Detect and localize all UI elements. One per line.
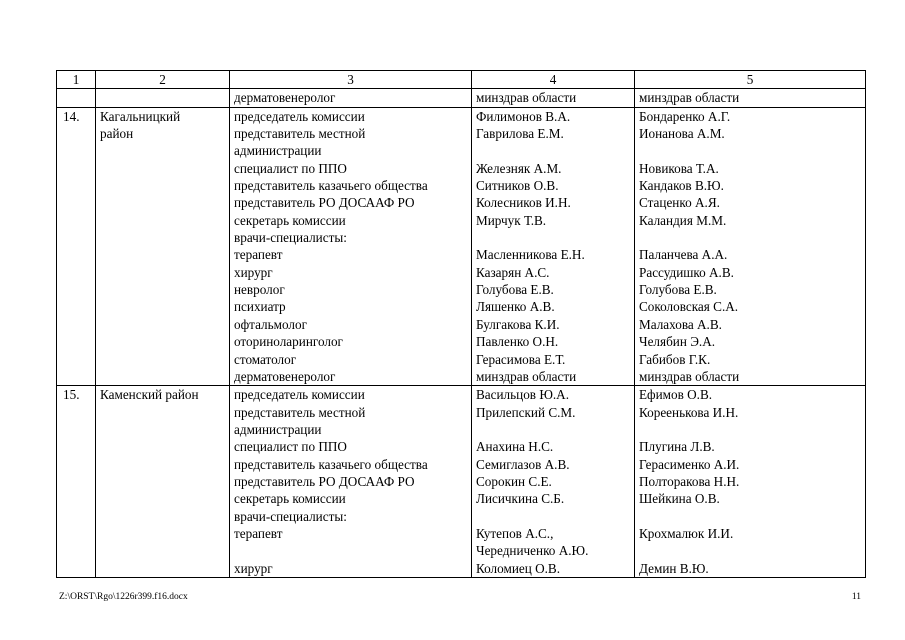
role-line: специалист по ППО: [234, 439, 347, 455]
empty-cell: [96, 89, 230, 107]
member-line: Масленникова Е.Н.: [476, 247, 585, 263]
member-line: Чередниченко А.Ю.: [476, 543, 589, 559]
member-line: Павленко О.Н.: [476, 334, 559, 350]
role-line: терапевт: [234, 247, 283, 263]
reserve-line: [639, 142, 865, 159]
reserve-line: Демин В.Ю.: [639, 560, 709, 576]
role-line: представитель местной: [234, 404, 366, 420]
empty-cell: [57, 89, 96, 107]
member-line: Герасимова Е.Т.: [476, 351, 566, 367]
member-line: Ляшенко А.В.: [476, 299, 555, 315]
header-cell: 4: [472, 71, 635, 89]
role-line: хирург: [234, 264, 273, 280]
reserve-line: Стаценко А.Я.: [639, 195, 720, 211]
role-line: терапевт: [234, 525, 283, 541]
reserve-line: Кореенькова И.Н.: [639, 404, 739, 420]
member-line: Лисичкина С.Б.: [476, 491, 565, 507]
role-line: председатель комиссии: [234, 108, 365, 124]
reserve-line: Бондаренко А.Г.: [639, 108, 731, 124]
role-line: администрации: [234, 421, 322, 437]
member-line: [476, 142, 634, 159]
reserve-line: Рассудишко А.В.: [639, 264, 734, 280]
reserve-line: Кандаков В.Ю.: [639, 178, 724, 194]
reserve-line: [639, 229, 865, 246]
member-line: Мирчук Т.В.: [476, 212, 547, 228]
role-line: врачи-специалисты:: [234, 508, 347, 524]
reserve-line: Габибов Г.К.: [639, 351, 711, 367]
reserve-line: Голубова Е.В.: [639, 282, 717, 298]
member-line: Прилепский С.М.: [476, 404, 576, 420]
member-line: [476, 421, 634, 438]
reserve-line: Полторакова Н.Н.: [639, 473, 740, 489]
table-row: [57, 107, 866, 386]
header-cell: 5: [635, 71, 866, 89]
member-line: минздрав области: [476, 90, 577, 106]
member-line: минздрав области: [476, 368, 577, 384]
role-line: администрации: [234, 143, 322, 159]
role-line: невролог: [234, 282, 285, 298]
role-line: офтальмолог: [234, 316, 307, 332]
reserve-line: минздрав области: [639, 90, 740, 106]
role-cell: [230, 107, 472, 386]
row-number: 14.: [57, 107, 96, 386]
member-line: Анахина Н.С.: [476, 439, 554, 455]
role-line: представитель РО ДОСААФ РО: [234, 195, 415, 211]
table-row: [57, 386, 866, 578]
reserve-line: Герасименко А.И.: [639, 456, 740, 472]
member-line: Булгакова К.И.: [476, 316, 560, 332]
member-line: [476, 508, 634, 525]
district-line: район: [100, 126, 134, 142]
role-line: секретарь комиссии: [234, 212, 346, 228]
reserve-line: Крохмалюк И.И.: [639, 525, 734, 541]
role-line: психиатр: [234, 299, 286, 315]
reserve-line: Челябин Э.А.: [639, 334, 716, 350]
file-path: Z:\ORST\Rgo\1226r399.f16.docx: [59, 592, 188, 602]
commission-table: [56, 70, 866, 578]
reserve-line: [639, 508, 865, 525]
role-line: дерматовенеролог: [234, 368, 336, 384]
header-row: [57, 71, 866, 89]
role-line: [234, 542, 471, 559]
member-line: Васильцов Ю.А.: [476, 387, 570, 403]
member-line: Филимонов В.А.: [476, 108, 571, 124]
district-line: Кагальницкий: [100, 108, 181, 124]
reserve-line: [639, 421, 865, 438]
header-cell: 1: [57, 71, 96, 89]
reserve-line: Соколовская С.А.: [639, 299, 739, 315]
role-line: врачи-специалисты:: [234, 230, 347, 246]
role-line: хирург: [234, 560, 273, 576]
role-cell: [230, 386, 472, 578]
reserve-line: Новикова Т.А.: [639, 160, 719, 176]
reserve-line: Малахова А.В.: [639, 316, 722, 332]
reserve-line: Плугина Л.В.: [639, 439, 715, 455]
role-line: дерматовенеролог: [234, 90, 336, 106]
reserve-cell: [635, 89, 866, 107]
role-line: представитель местной: [234, 126, 366, 142]
member-line: Кутепов А.С.,: [476, 525, 554, 541]
member-cell: [472, 107, 635, 386]
member-line: Колесников И.Н.: [476, 195, 571, 211]
member-line: Голубова Е.В.: [476, 282, 554, 298]
member-line: [476, 229, 634, 246]
reserve-line: Ефимов О.В.: [639, 387, 713, 403]
header-cell: 3: [230, 71, 472, 89]
member-cell: [472, 386, 635, 578]
member-line: Коломиец О.В.: [476, 560, 561, 576]
page-number: 11: [851, 592, 861, 602]
role-line: представитель казачьего общества: [234, 456, 428, 472]
role-cell: [230, 89, 472, 107]
continuation-row: [57, 89, 866, 107]
row-number: 15.: [57, 386, 96, 578]
reserve-line: минздрав области: [639, 368, 740, 384]
district-cell: [96, 107, 230, 386]
district-line: Каменский район: [100, 387, 199, 403]
reserve-line: Каландия М.М.: [639, 212, 727, 228]
member-line: Железняк А.М.: [476, 160, 562, 176]
member-line: Гаврилова Е.М.: [476, 126, 564, 142]
role-line: оториноларинголог: [234, 334, 343, 350]
reserve-cell: [635, 107, 866, 386]
role-line: стоматолог: [234, 351, 297, 367]
reserve-cell: [635, 386, 866, 578]
reserve-line: [639, 542, 865, 559]
reserve-line: Паланчева А.А.: [639, 247, 728, 263]
member-line: Казарян А.С.: [476, 264, 550, 280]
role-line: представитель РО ДОСААФ РО: [234, 473, 415, 489]
role-line: представитель казачьего общества: [234, 178, 428, 194]
role-line: специалист по ППО: [234, 160, 347, 176]
reserve-line: Шейкина О.В.: [639, 491, 720, 507]
district-cell: [96, 386, 230, 578]
role-line: секретарь комиссии: [234, 491, 346, 507]
reserve-line: Ионанова А.М.: [639, 126, 725, 142]
member-cell: [472, 89, 635, 107]
header-cell: 2: [96, 71, 230, 89]
member-line: Ситников О.В.: [476, 178, 559, 194]
member-line: Семиглазов А.В.: [476, 456, 570, 472]
role-line: председатель комиссии: [234, 387, 365, 403]
member-line: Сорокин С.Е.: [476, 473, 552, 489]
